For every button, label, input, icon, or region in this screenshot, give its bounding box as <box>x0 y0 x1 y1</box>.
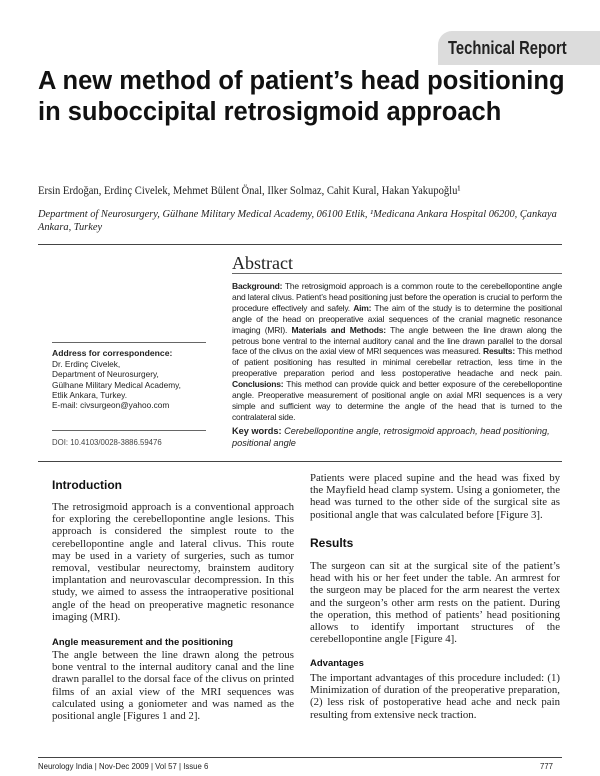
correspondence-name: Dr. Erdinç Civelek, <box>52 359 121 370</box>
divider-top <box>38 244 562 245</box>
results-heading: Results <box>310 536 354 550</box>
correspondence-block <box>52 348 212 410</box>
advantages-heading: Advantages <box>310 658 364 669</box>
correspondence-institution: Gülhane Military Medical Academy, <box>52 379 181 390</box>
footer-rule <box>38 757 562 758</box>
doi: DOI: 10.4103/0028-3886.59476 <box>52 438 162 447</box>
footer-journal-info: Neurology India | Nov-Dec 2009 | Vol 57 | Issue 6 <box>38 762 209 771</box>
keywords-label: Key words: <box>232 426 282 436</box>
abstract-aim-label: Aim: <box>353 302 372 313</box>
abstract-results-text: This method of patient positioning has resulted in minimal cerebellar retraction, less time in the preoperative preparation period and less postoperative headache and neck pain. <box>232 346 562 379</box>
results-paragraph: The surgeon can sit at the surgical site of the patient’s head with his or her feet under the table. An armrest for the surgeon may be placed for the arm nearest the vertex and the surgeon’s other arm rests on the patient. During the operation, this method of patients’ head positioning allows to identify important structures of the cerebellopontine angle [Figure 4]. <box>310 560 560 646</box>
positioning-paragraph: Patients were placed supine and the head was fixed by the Mayfield head clamp system. Using a goniometer, the head was turned to the other side of the surgical site as positional angle that was calculated before [Figure 3]. <box>310 472 560 521</box>
correspondence-heading: Address for correspondence: <box>52 348 173 358</box>
abstract-heading: Abstract <box>232 253 293 273</box>
correspondence-rule <box>52 342 206 343</box>
keywords-text: Cerebellopontine angle, retrosigmoid approach, head positioning, positional angle <box>232 426 550 448</box>
abstract-methods-text: The angle between the line drawn along the petrous bone ventral to the internal auditory canal and the line drawn parallel to the dorsal face of the clivus on the axial view of MRI sequences was measured. <box>232 324 563 357</box>
divider-body <box>38 461 562 462</box>
abstract-rule <box>232 273 562 274</box>
angle-measurement-paragraph: The angle between the line drawn along the petrous bone ventral to the internal auditory canal and the line drawn parallel to the dorsal face of the clivus on printed films of an axial view of the MRI sequences was calculated using a goniometer and was named as the positional angle [Figures 1 and 2]. <box>52 649 294 723</box>
article-title: A new method of patient’s head positioning in suboccipital retrosigmoid approach <box>38 67 565 126</box>
section-tab <box>438 31 600 65</box>
affiliation: Department of Neurosurgery, Gülhane Military Medical Academy, 06100 Etlik, ¹Medicana Ankara Hospital 06200, Çankaya Ankara, Turkey <box>38 209 557 233</box>
abstract-conclusions-text: This method can provide quick and better exposure of the cerebellopontine angle. Preoperative measurement of positional angle on axial MRI sequences is a very simple and sufficient way to determine the angle of the head that is turned to the contralateral side. <box>232 379 562 422</box>
angle-measurement-heading: Angle measurement and the positioning <box>52 637 234 648</box>
abstract-methods-label: Materials and Methods: <box>291 324 386 335</box>
abstract-aim-text: The aim of the study is to determine the positional angle of the head on preoperative axial sequences of the cranial magnetic resonance imaging (MRI). <box>232 302 562 335</box>
introduction-heading: Introduction <box>52 478 122 492</box>
introduction-paragraph: The retrosigmoid approach is a conventional approach for exploring the cerebellopontine angle lesions. This approach is considered the simplest route to the cerebellopontine angle and lateral clivus. This route may be used in a variety of surgeries, such as tumor removal, vestibular neurectomy, brainstem auditory implantation and neurovascular decompression. In this study, we aimed to assess the intraoperative positional angle of the head on preoperative magnetic resonance imaging (MRI). <box>52 501 294 623</box>
page-number: 777 <box>540 762 554 771</box>
author-list: Ersin Erdoğan, Erdinç Civelek, Mehmet Bülent Önal, Ilker Solmaz, Cahit Kural, Hakan Yakupoğlu¹ <box>38 183 461 197</box>
abstract-body <box>232 281 562 423</box>
correspondence-city: Etlik Ankara, Turkey. <box>52 389 128 400</box>
abstract-results-label: Results: <box>483 346 515 357</box>
advantages-paragraph: The important advantages of this procedure included: (1) Minimization of duration of the preoperative preparation, (2) less risk of postoperative head ache and neck pain resulting from extensive neck traction. <box>310 672 560 721</box>
abstract-background-text: The retrosigmoid approach is a common route to the cerebellopontine angle and lateral clivus. Patient’s head positioning just before the operation is crucial to perform the procedure effectively and safely. <box>232 281 562 313</box>
correspondence-email: E-mail: civsurgeon@yahoo.com <box>52 400 170 411</box>
correspondence-dept: Department of Neurosurgery, <box>52 369 159 380</box>
doi-rule <box>52 430 206 431</box>
abstract-background-label: Background: <box>232 281 283 291</box>
abstract-conclusions-label: Conclusions: <box>232 379 284 390</box>
keywords <box>232 426 562 449</box>
section-tab-label: Technical Report <box>448 38 567 58</box>
